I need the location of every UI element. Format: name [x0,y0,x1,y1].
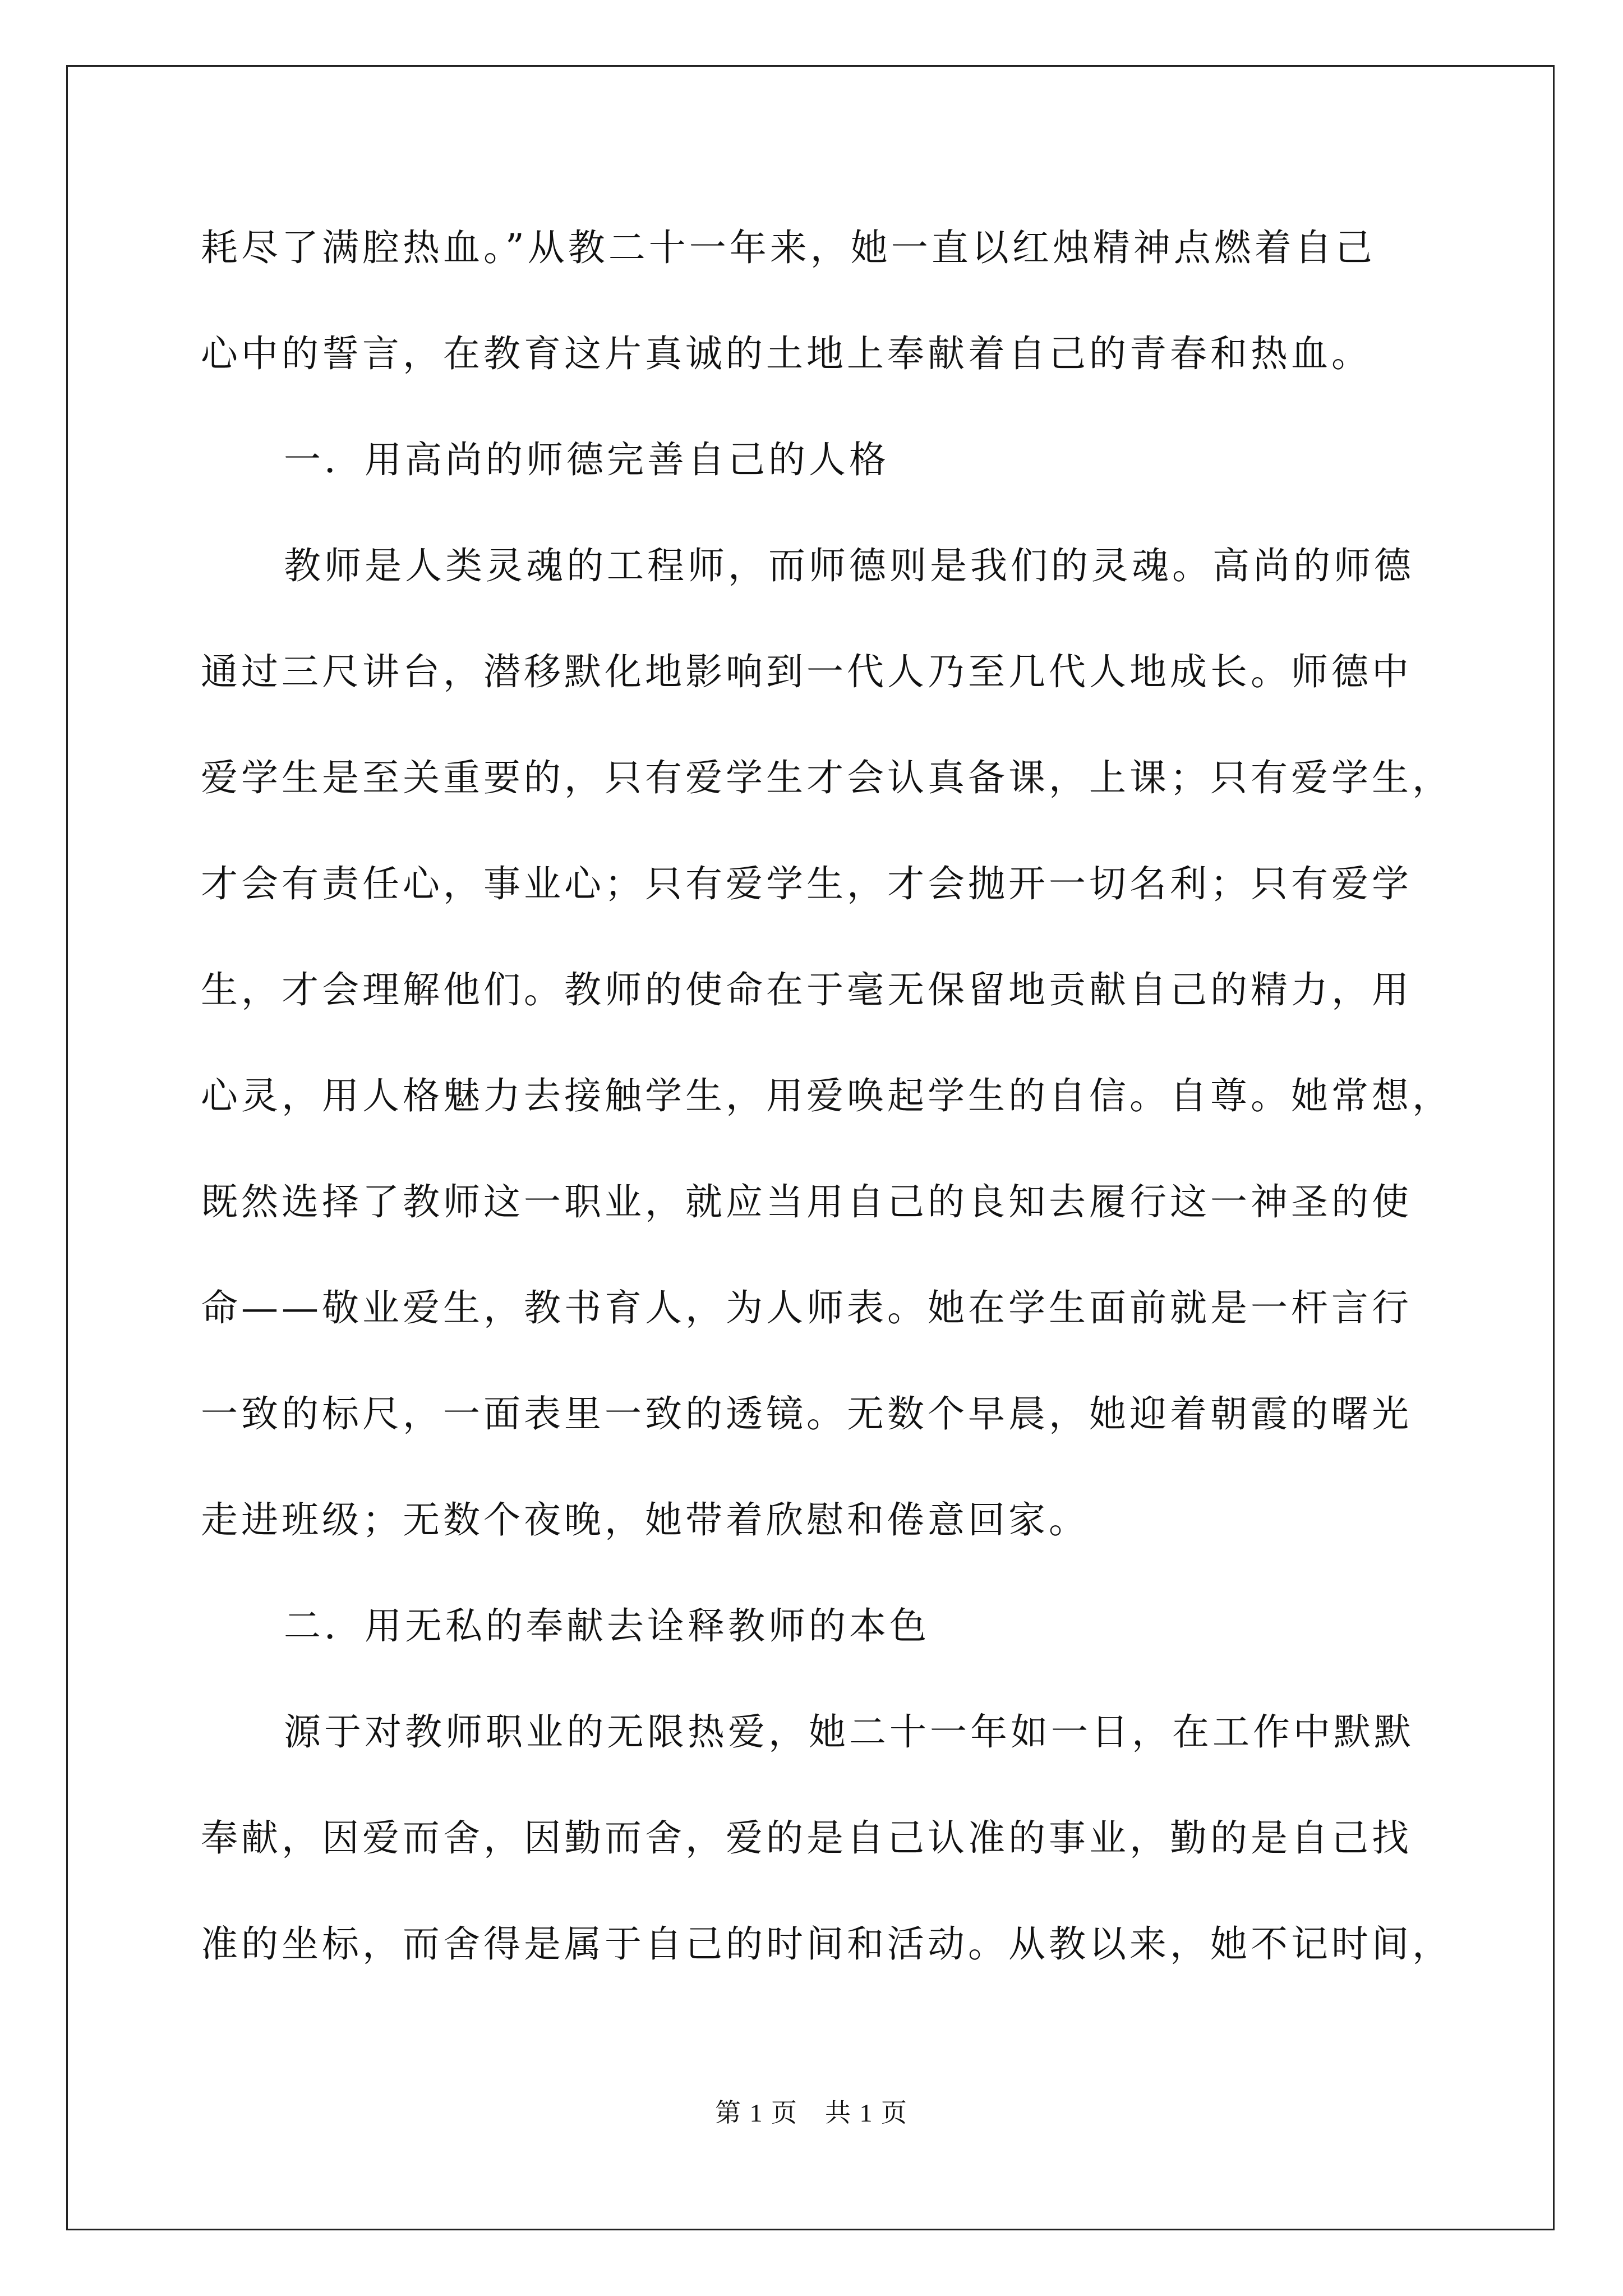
page-number-footer: 第 1 页 共 1 页 [715,2099,908,2127]
section-heading-1: 一．用高尚的师德完善自己的人格 [284,438,889,481]
paragraph-line: 奉献，因爱而舍，因勤而舍，爱的是自己认准的事业，勤的是自己找 [201,1816,1412,1860]
paragraph-line: 爱学生是至关重要的，只有爱学生才会认真备课，上课；只有爱学生， [201,756,1453,799]
page-border [66,65,1555,2230]
paragraph-line: 命——敬业爱生，教书育人，为人师表。她在学生面前就是一杆言行 [201,1286,1412,1329]
paragraph-line: 耗尽了满腔热血。”从教二十一年来，她一直以红烛精神点燃着自己 [201,226,1376,269]
paragraph-line: 通过三尺讲台，潜移默化地影响到一代人乃至几代人地成长。师德中 [201,650,1412,693]
paragraph-line: 走进班级；无数个夜晚，她带着欣慰和倦意回家。 [201,1498,1089,1542]
paragraph-line: 心灵，用人格魅力去接触学生，用爱唤起学生的自信。自尊。她常想， [201,1074,1453,1117]
paragraph-line: 既然选择了教师这一职业，就应当用自己的良知去履行这一神圣的使 [201,1180,1412,1223]
paragraph-line: 才会有责任心，事业心；只有爱学生，才会抛开一切名利；只有爱学 [201,862,1412,905]
paragraph-line: 心中的誓言，在教育这片真诚的土地上奉献着自己的青春和热血。 [201,332,1372,375]
paragraph-line: 生，才会理解他们。教师的使命在于毫无保留地贡献自己的精力，用 [201,968,1412,1011]
paragraph-line: 源于对教师职业的无限热爱，她二十一年如一日，在工作中默默 [284,1710,1414,1754]
paragraph-line: 教师是人类灵魂的工程师，而师德则是我们的灵魂。高尚的师德 [284,544,1414,587]
section-heading-2: 二．用无私的奉献去诠释教师的本色 [284,1604,930,1648]
paragraph-line: 准的坐标，而舍得是属于自己的时间和活动。从教以来，她不记时间， [201,1922,1453,1966]
paragraph-line: 一致的标尺，一面表里一致的透镜。无数个早晨，她迎着朝霞的曙光 [201,1392,1412,1435]
